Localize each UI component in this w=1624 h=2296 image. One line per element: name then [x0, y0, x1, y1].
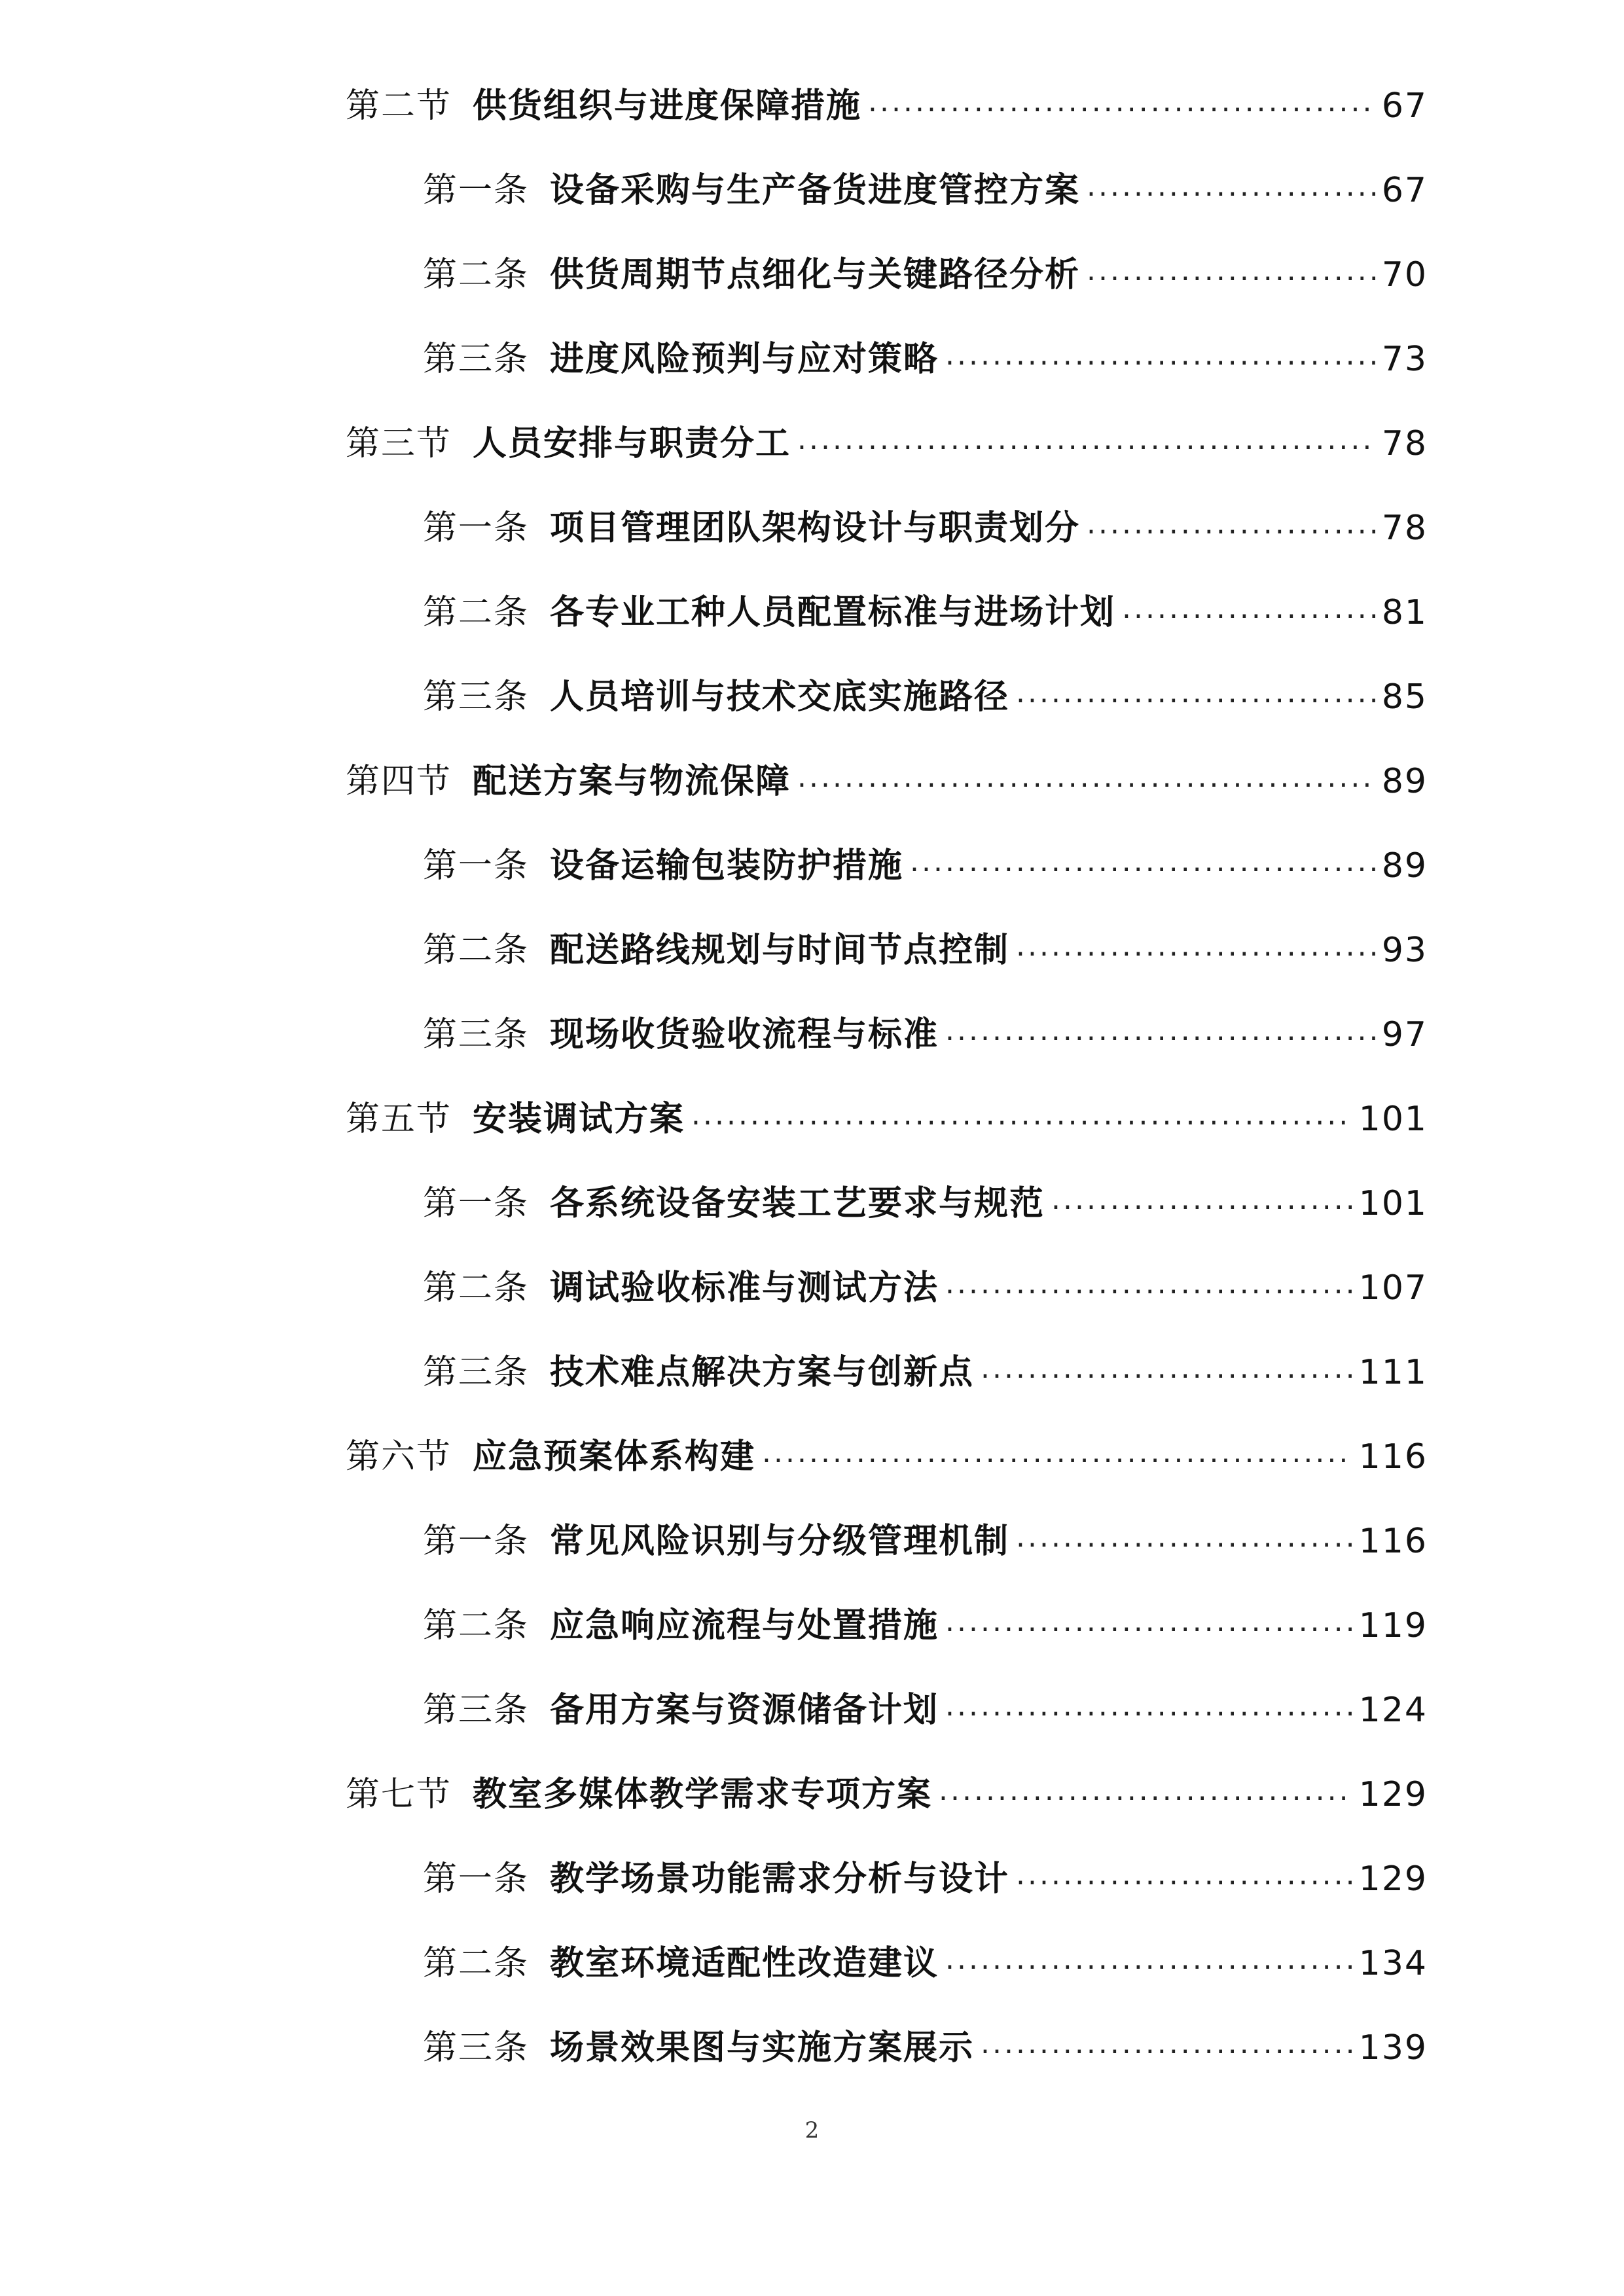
- toc-entry[interactable]: [423, 242, 1428, 308]
- toc-entry-page: 101: [1358, 1184, 1428, 1223]
- toc-dot-leader: [981, 1353, 1352, 1392]
- toc-entry-title: 现场收货验收流程与标准: [550, 1014, 939, 1054]
- toc-dot-leader: [1087, 255, 1375, 295]
- toc-entry[interactable]: [423, 158, 1428, 223]
- toc-dot-leader: [945, 1268, 1352, 1308]
- toc-entry[interactable]: [423, 833, 1428, 899]
- toc-entry-page: 129: [1358, 1859, 1428, 1899]
- toc-entry[interactable]: [423, 327, 1428, 392]
- toc-dot-leader: [945, 340, 1375, 379]
- toc-entry-page: 78: [1381, 424, 1428, 463]
- toc-entry-title: 场景效果图与实施方案展示: [550, 2028, 975, 2068]
- page-number: 2: [804, 2117, 820, 2144]
- toc-entry-number: 第六节: [346, 1437, 452, 1477]
- toc-dot-leader: [945, 1606, 1352, 1645]
- toc-dot-leader: [945, 1944, 1352, 1983]
- toc-entry-title: 安装调试方案: [473, 1099, 685, 1139]
- toc-entry-number: 第三节: [346, 424, 452, 463]
- toc-entry-number: 第一条: [423, 1184, 530, 1223]
- toc-dot-leader: [1051, 1184, 1352, 1223]
- toc-entry-title: 设备运输包装防护措施: [550, 846, 904, 886]
- toc-entry-page: 116: [1358, 1522, 1428, 1561]
- toc-entry[interactable]: [423, 1677, 1428, 1743]
- toc-entry[interactable]: [423, 1171, 1428, 1236]
- toc-entry-page: 139: [1358, 2028, 1428, 2068]
- toc-dot-leader: [797, 762, 1375, 801]
- toc-entry[interactable]: [423, 1931, 1428, 1996]
- toc-entry-page: 73: [1381, 340, 1428, 379]
- toc-entry-title: 各专业工种人员配置标准与进场计划: [550, 592, 1116, 632]
- toc-entry-page: 78: [1381, 509, 1428, 548]
- toc-entry-page: 101: [1358, 1100, 1428, 1139]
- toc-entry-number: 第四节: [346, 762, 452, 801]
- toc-entry-number: 第三条: [423, 1691, 530, 1730]
- toc-entry-page: 116: [1358, 1437, 1428, 1477]
- toc-dot-leader: [762, 1437, 1352, 1477]
- toc-entry-page: 89: [1381, 846, 1428, 886]
- toc-entry-number: 第七节: [346, 1775, 452, 1814]
- toc-entry-page: 111: [1358, 1353, 1428, 1392]
- toc-entry-number: 第三条: [423, 1015, 530, 1054]
- toc-entry[interactable]: [346, 749, 1428, 814]
- toc-dot-leader: [1122, 593, 1375, 632]
- toc-entry[interactable]: [346, 1424, 1428, 1490]
- toc-entry-title: 配送方案与物流保障: [473, 761, 791, 801]
- toc-entry-page: 70: [1381, 255, 1428, 295]
- toc-entry-number: 第三条: [423, 340, 530, 379]
- toc-dot-leader: [797, 424, 1375, 463]
- toc-entry-page: 134: [1358, 1944, 1428, 1983]
- toc-entry-page: 89: [1381, 762, 1428, 801]
- toc-dot-leader: [1016, 931, 1375, 970]
- toc-dot-leader: [910, 846, 1375, 886]
- toc-entry-page: 107: [1358, 1268, 1428, 1308]
- toc-entry-number: 第三条: [423, 1353, 530, 1392]
- toc-entry[interactable]: [346, 411, 1428, 476]
- toc-entry-number: 第三条: [423, 677, 530, 717]
- toc-entry[interactable]: [423, 1002, 1428, 1067]
- toc-entry-page: 93: [1381, 931, 1428, 970]
- toc-entry-title: 各系统设备安装工艺要求与规范: [550, 1183, 1045, 1223]
- toc-entry-title: 备用方案与资源储备计划: [550, 1690, 939, 1730]
- toc-entry-page: 119: [1358, 1606, 1428, 1645]
- toc-entry-number: 第一条: [423, 1522, 530, 1561]
- toc-entry-page: 97: [1381, 1015, 1428, 1054]
- toc-entry-title: 设备采购与生产备货进度管控方案: [550, 170, 1081, 210]
- toc-entry-title: 调试验收标准与测试方法: [550, 1268, 939, 1308]
- toc-entry[interactable]: [346, 73, 1428, 139]
- toc-entry[interactable]: [423, 1255, 1428, 1321]
- toc-dot-leader: [1016, 677, 1375, 717]
- toc-dot-leader: [691, 1100, 1352, 1139]
- toc-entry-title: 人员安排与职责分工: [473, 423, 791, 463]
- toc-entry-page: 81: [1381, 593, 1428, 632]
- toc-entry[interactable]: [423, 2015, 1428, 2081]
- toc-entry-title: 人员培训与技术交底实施路径: [550, 677, 1010, 717]
- toc-entry[interactable]: [423, 1846, 1428, 1912]
- toc-entry-number: 第一条: [423, 846, 530, 886]
- toc-entry-title: 供货组织与进度保障措施: [473, 86, 862, 126]
- toc-entry-title: 技术难点解决方案与创新点: [550, 1352, 975, 1392]
- toc-dot-leader: [981, 2028, 1352, 2068]
- toc-entry-page: 67: [1381, 171, 1428, 210]
- toc-entry-number: 第二条: [423, 1606, 530, 1645]
- toc-entry-title: 配送路线规划与时间节点控制: [550, 930, 1010, 970]
- toc-entry-page: 129: [1358, 1775, 1428, 1814]
- toc-entry[interactable]: [423, 1509, 1428, 1574]
- toc-entry-number: 第三条: [423, 2028, 530, 2068]
- toc-entry-title: 项目管理团队架构设计与职责划分: [550, 508, 1081, 548]
- toc-entry-title: 教室环境适配性改造建议: [550, 1943, 939, 1983]
- toc-entry-title: 应急响应流程与处置措施: [550, 1605, 939, 1645]
- toc-entry-title: 教学场景功能需求分析与设计: [550, 1859, 1010, 1899]
- toc-dot-leader: [868, 86, 1375, 126]
- toc-dot-leader: [939, 1775, 1352, 1814]
- toc-entry[interactable]: [423, 495, 1428, 561]
- toc-entry-number: 第二条: [423, 255, 530, 295]
- toc-entry-title: 应急预案体系构建: [473, 1437, 756, 1477]
- toc-entry-number: 第二条: [423, 1268, 530, 1308]
- toc-entry-number: 第一条: [423, 1859, 530, 1899]
- toc-entry-page: 124: [1358, 1691, 1428, 1730]
- toc-entry-number: 第五节: [346, 1100, 452, 1139]
- toc-entry[interactable]: [346, 1762, 1428, 1827]
- toc-entry-title: 常见风险识别与分级管理机制: [550, 1521, 1010, 1561]
- toc-entry-number: 第一条: [423, 171, 530, 210]
- toc-entry[interactable]: [346, 1086, 1428, 1152]
- toc-entry-number: 第二节: [346, 86, 452, 126]
- toc-dot-leader: [1087, 509, 1375, 548]
- toc-entry-page: 85: [1381, 677, 1428, 717]
- toc-entry[interactable]: [423, 918, 1428, 983]
- toc-entry-title: 供货周期节点细化与关键路径分析: [550, 255, 1081, 295]
- toc-entry-number: 第二条: [423, 931, 530, 970]
- toc-entry[interactable]: [423, 580, 1428, 645]
- toc-entry-page: 67: [1381, 86, 1428, 126]
- toc-entry[interactable]: [423, 1593, 1428, 1659]
- toc-entry-title: 进度风险预判与应对策略: [550, 339, 939, 379]
- toc-entry[interactable]: [423, 664, 1428, 730]
- toc-entry[interactable]: [423, 1340, 1428, 1405]
- toc-dot-leader: [1016, 1859, 1352, 1899]
- toc-dot-leader: [1016, 1522, 1352, 1561]
- toc-entry-number: 第二条: [423, 593, 530, 632]
- toc-dot-leader: [945, 1015, 1375, 1054]
- toc-entry-number: 第二条: [423, 1944, 530, 1983]
- toc-entry-number: 第一条: [423, 509, 530, 548]
- toc-dot-leader: [945, 1691, 1352, 1730]
- toc-dot-leader: [1087, 171, 1375, 210]
- toc-entry-title: 教室多媒体教学需求专项方案: [473, 1774, 933, 1814]
